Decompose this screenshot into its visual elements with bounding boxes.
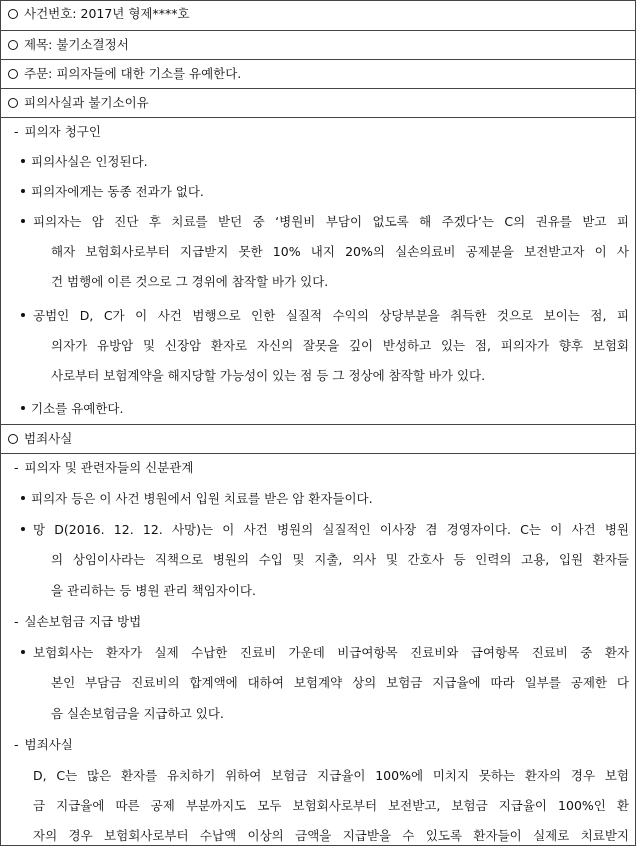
- order-row: [1, 59, 635, 89]
- paragraph-line: D, C는 많은 환자를 유치하기 위하여 보험금 지급율이 100%에 미치지 못하는 환자의 경우 보험: [33, 768, 629, 783]
- bullet-text-line: 보험회사는 환자가 실제 수납한 진료비 가운데 비급여항목 진료비와 급여항목 진료비 중 환자: [33, 645, 629, 660]
- facts-heading-row: [1, 88, 635, 118]
- case-number: 사건번호: 2017년 형제****호: [24, 6, 190, 21]
- bullet-text-line: 의자가 유방암 및 신장암 환자로 자신의 잘못을 깊이 반성하고 있는 점, 피의자가 향후 보험회: [51, 338, 629, 353]
- sub-heading: 피의자 및 관련자들의 신분관계: [24, 460, 194, 475]
- dash-marker: -: [14, 124, 19, 139]
- bullet-icon: [21, 159, 25, 163]
- bullet-text-line: 공범인 D, C가 이 사건 범행으로 인한 실질적 수익의 상당부분을 취득한 것으로 보이는 점, 피: [33, 308, 629, 323]
- bullet-icon: [21, 406, 25, 410]
- bullet-icon: [21, 496, 25, 500]
- bullet-text: 기소를 유예한다.: [31, 401, 124, 416]
- section-heading: 범죄사실: [24, 431, 73, 446]
- bullet-text: 피의자에게는 동종 전과가 없다.: [31, 184, 204, 199]
- paragraph-line: 자의 경우 보험회사로부터 수납액 이상의 금액을 지급받을 수 있도록 환자들이 실제로 치료받지: [33, 828, 629, 843]
- crime-body-row: [1, 453, 635, 848]
- bullet-text: 피의자 등은 이 사건 병원에서 입원 치료를 받은 암 환자들이다.: [31, 491, 373, 506]
- bullet-text-line: 본인 부담금 진료비의 합계액에 대하여 보험계약 상의 보험금 지급율에 따라 일부를 공제한 다: [51, 675, 629, 690]
- order-text: 주문: 피의자들에 대한 기소를 유예한다.: [24, 66, 242, 81]
- bullet-text-line: 망 D(2016. 12. 12. 사망)는 이 사건 병원의 실질적인 이사장 겸 경영자이다. C는 이 사건 병원: [33, 522, 629, 537]
- bullet-text-line: 의 상임이사라는 직책으로 병원의 수입 및 지출, 의사 및 간호사 등 인력의 고용, 입원 환자들: [51, 552, 629, 567]
- bullet-text: 피의사실은 인정된다.: [31, 154, 148, 169]
- paragraph-line: 금 지급율에 따른 공제 부분까지도 모두 보험회사로부터 보전받고, 보험금 지급율이 100%인 환: [33, 798, 629, 813]
- bullet-text-line: 해자 보험회사로부터 지급받지 못한 10% 내지 20%의 실손의료비 공제분을 보전받고자 이 사: [51, 244, 629, 259]
- case-number-row: [1, 1, 635, 30]
- document-title: 제목: 불기소결정서: [24, 37, 129, 52]
- sub-heading: 실손보험금 지급 방법: [24, 614, 142, 629]
- circle-marker-icon: [8, 69, 18, 79]
- section-heading: 피의사실과 불기소이유: [24, 95, 149, 110]
- dash-marker: -: [14, 614, 19, 629]
- bullet-text-line: 음 실손보험금을 지급하고 있다.: [51, 706, 224, 721]
- sub-heading: 피의자 청구인: [24, 124, 101, 139]
- bullet-text-line: 사로부터 보험계약을 해지당할 가능성이 있는 점 등 그 정상에 참작할 바가 있다.: [51, 368, 486, 383]
- bullet-icon: [21, 313, 25, 317]
- title-row: [1, 30, 635, 60]
- bullet-icon: [21, 527, 25, 531]
- crime-heading-row: [1, 424, 635, 454]
- facts-body-row: [1, 117, 635, 425]
- bullet-icon: [21, 650, 25, 654]
- circle-marker-icon: [8, 9, 18, 19]
- bullet-icon: [21, 219, 25, 223]
- dash-marker: -: [14, 460, 19, 475]
- bullet-icon: [21, 189, 25, 193]
- circle-marker-icon: [8, 40, 18, 50]
- dash-marker: -: [14, 737, 19, 752]
- circle-marker-icon: [8, 434, 18, 444]
- sub-heading: 범죄사실: [24, 737, 73, 752]
- bullet-text-line: 피의자는 암 진단 후 치료를 받던 중 ‘병원비 부담이 없도록 해 주겠다’는 C의 권유를 받고 피: [33, 214, 629, 229]
- bullet-text-line: 건 범행에 이른 것으로 그 경위에 참작할 바가 있다.: [51, 274, 329, 289]
- circle-marker-icon: [8, 98, 18, 108]
- bullet-text-line: 을 관리하는 등 병원 관리 책임자이다.: [51, 583, 256, 598]
